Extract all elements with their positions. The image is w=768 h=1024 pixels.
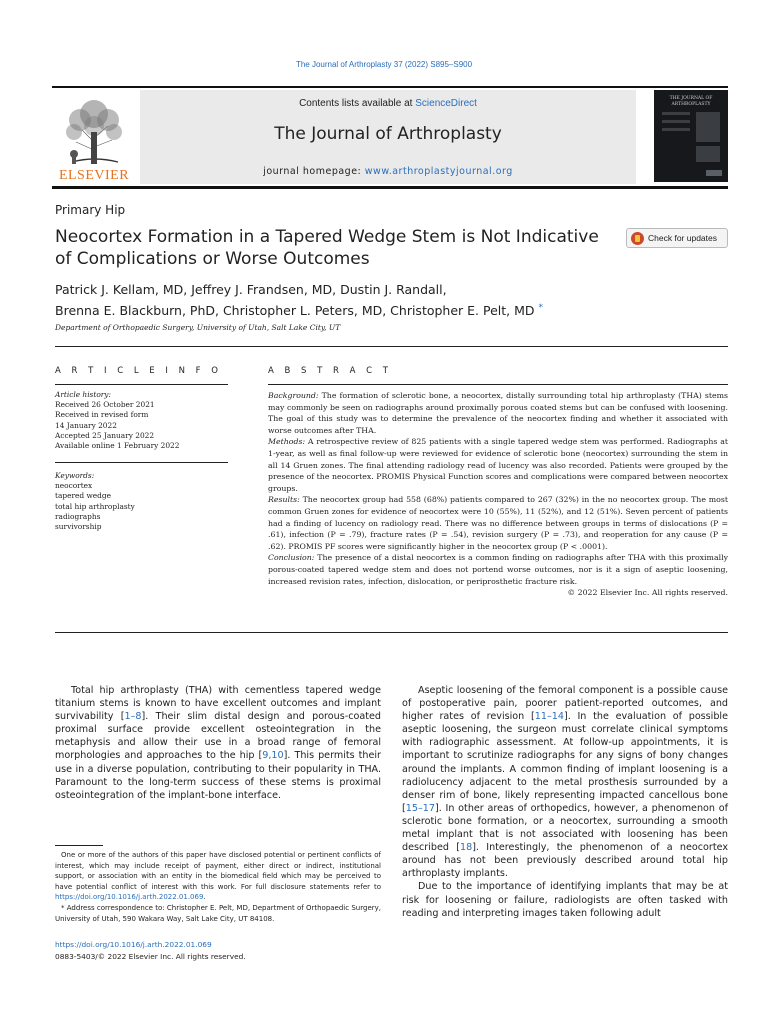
affiliation-rule	[55, 346, 728, 347]
journal-homepage-line	[140, 166, 636, 177]
body-column-right	[402, 684, 728, 920]
footnote-text: .	[203, 893, 206, 902]
cover-title: THE JOURNAL OF ARTHROPLASTY	[669, 96, 713, 107]
body-text: Aseptic loosening of the femoral component is a possible cause of postoperative pain, poorer patient-reported outcomes, and higher rates of revision [	[402, 685, 728, 723]
check-for-updates-label: Check for updates	[648, 233, 717, 243]
elsevier-tree-icon	[52, 92, 136, 168]
keyword: radiographs	[55, 511, 101, 521]
conflict-footnote	[55, 850, 381, 903]
author-list	[55, 281, 675, 320]
elsevier-logo[interactable]	[52, 92, 136, 184]
cover-image-block	[696, 146, 720, 162]
body-text: ]. In the evaluation of possible aseptic loosening, the surgeon must correlate clinical symptoms with radiographic assessment. At follow-up appointments, it is important to scrutinize radiographs for any signs of bony changes around the implants. A common finding of implant loosening is a radiolucency adjacent to the metal prosthesis surrounded by a denser rim of bone, likely representing impacted cancellous bone [	[402, 711, 729, 814]
results-text: The neocortex group had 558 (68%) patients compared to 267 (32%) in the no neocortex group. The most common Gruen zones for evidence of neocortex were 10 (55%), 11 (52%), and 12 (51%). Seven percent of patients had a finding of lucency on radiology read. There was no difference between groups in terms of dislocations (P = .61), infection (P = .79), fracture rates (P = .54), revision surgery (P = .73), and reoperation for any cause (P = .62). PROMIS PF scores were significantly higher in the neocortex group (P < .0001).	[268, 495, 728, 551]
homepage-prefix: journal homepage:	[263, 166, 365, 177]
history-item: Received 26 October 2021	[55, 400, 155, 410]
article-info-rule	[55, 384, 228, 385]
body-paragraph: Due to the importance of identifying implants that may be at risk for loosening or failure, radiologists are often tasked with reading and interpreting images taken following adult	[402, 881, 728, 919]
issn-copyright: 0883-5403/© 2022 Elsevier Inc. All rights reserved.	[55, 952, 246, 961]
check-for-updates-button[interactable]	[626, 228, 728, 248]
abstract-body	[268, 390, 728, 599]
article-history-label: Article history:	[55, 390, 111, 399]
reference-link[interactable]: 15–17	[405, 802, 435, 814]
journal-name: The Journal of Arthroplasty	[274, 124, 502, 144]
body-text: ]. This permits their use in a diverse population, contributing to their popularity in THA. Paramount to the long-term success of these stems is proximal osteointegration of the implant-bone interface.	[55, 750, 381, 801]
author-affiliation: Department of Orthopaedic Surgery, University of Utah, Salt Lake City, UT	[55, 323, 341, 332]
body-text: ]. In other areas of orthopedics, however, a phenomenon of sclerotic bone formation, or a neocortex, surrounding a smooth metal implant that is not associated with loosening has been described [	[402, 802, 728, 854]
article-info-heading: A R T I C L E I N F O	[55, 366, 222, 376]
history-item: Accepted 25 January 2022	[55, 430, 155, 440]
keywords-label: Keywords:	[55, 471, 95, 480]
body-text: Total hip arthroplasty (THA) with cementless tapered wedge titanium stems is known to have excellent outcomes and implant survivability [	[55, 685, 381, 723]
cover-logo-block	[706, 170, 722, 176]
cover-image-block	[696, 112, 720, 142]
footnote-text: One or more of the authors of this paper have disclosed potential or pertinent conflicts of interest, which may include receipt of payment, either direct or indirect, institutional support, or association with an entity in the biomedical field which may be perceived to have potential conflict of interest with this work. For full disclosure statements refer to	[55, 851, 381, 891]
cover-text-block	[662, 128, 690, 131]
journal-cover-thumbnail[interactable]	[654, 90, 728, 182]
corresponding-author-mark[interactable]: *	[538, 303, 544, 313]
methods-label: Methods:	[268, 437, 306, 447]
authors-line-2-text: Brenna E. Blackburn, PhD, Christopher L. Peters, MD, Christopher E. Pelt, MD	[55, 303, 535, 319]
reference-link[interactable]: 1–8	[124, 711, 142, 723]
authors-line-2	[55, 299, 675, 320]
header-top-rule	[52, 86, 728, 88]
elsevier-wordmark: ELSEVIER	[58, 168, 130, 183]
abstract-copyright: © 2022 Elsevier Inc. All rights reserved.	[567, 588, 728, 598]
abstract-bottom-rule	[55, 632, 728, 633]
contents-prefix: Contents lists available at	[299, 98, 416, 109]
article-title: Neocortex Formation in a Tapered Wedge Stem is Not Indicative of Complications or Worse Outcomes	[55, 227, 599, 269]
doi-link[interactable]: https://doi.org/10.1016/j.arth.2022.01.069	[55, 940, 212, 949]
body-text: ]. Interestingly, the phenomenon of a neocortex around has not been previously described around total hip arthroplasty implants.	[402, 842, 729, 880]
body-column-left	[55, 684, 381, 802]
footnote-rule	[55, 845, 103, 846]
cover-text-block	[662, 120, 690, 123]
abstract-conclusion	[268, 552, 728, 587]
history-item: Available online 1 February 2022	[55, 441, 180, 451]
results-label: Results:	[268, 495, 300, 505]
article-history	[55, 390, 230, 451]
sciencedirect-link[interactable]: ScienceDirect	[415, 98, 477, 109]
keyword: total hip arthroplasty	[55, 501, 135, 511]
methods-text: A retrospective review of 825 patients with a single tapered wedge stem was performed. Radiographs at 1-year, as well as final follow-up were reviewed for evidence of sclerotic bone (neocortex) surrounding the stem in all 14 Gruen zones. The final attending radiology read of lucency was also recorded. Patients were grouped by the presence of the neocortex. PROMIS Physical Function scores and complications were compared between neocortex groups.	[268, 437, 728, 493]
reference-link[interactable]: 11–14	[534, 711, 564, 723]
correspondence-footnote: * Address correspondence to: Christopher E. Pelt, MD, Department of Orthopaedic Surgery, University of Utah, 590 Wakara Way, Salt Lake City, UT 84108.	[55, 903, 381, 923]
authors-line-1: Patrick J. Kellam, MD, Jeffrey J. Frandsen, MD, Dustin J. Randall,	[55, 282, 447, 297]
article-section-label: Primary Hip	[55, 203, 126, 217]
contents-line	[140, 98, 636, 109]
reference-link[interactable]: 9,10	[262, 750, 284, 762]
disclosure-link[interactable]: https://doi.org/10.1016/j.arth.2022.01.069	[55, 893, 204, 902]
journal-masthead	[140, 90, 636, 184]
journal-homepage-link[interactable]: www.arthroplastyjournal.org	[364, 166, 513, 177]
keywords	[55, 471, 230, 532]
abstract-background	[268, 390, 728, 436]
reference-link[interactable]: 18	[459, 842, 473, 854]
keyword: neocortex	[55, 481, 93, 491]
footnotes	[55, 850, 381, 924]
journal-citation[interactable]: The Journal of Arthroplasty 37 (2022) S895–S900	[295, 60, 473, 69]
body-text: ]. Their slim distal design and porous-coated proximal surface provide excellent osteointegration in the metaphysis and allow their use in a broad range of femoral morphologies and approaches to the hip [	[55, 711, 381, 762]
body-paragraph	[55, 684, 381, 802]
keyword: tapered wedge	[55, 491, 112, 501]
keyword: survivorship	[55, 522, 102, 532]
crossmark-icon	[631, 232, 644, 245]
history-item: 14 January 2022	[55, 420, 117, 430]
abstract-results	[268, 494, 728, 552]
abstract-methods	[268, 436, 728, 494]
header-bottom-rule	[52, 186, 728, 189]
history-rule	[55, 462, 228, 463]
body-paragraph	[402, 684, 728, 880]
conclusion-text: The presence of a distal neocortex is a common finding on radiographs after THA with this proximally porous-coated tapered wedge stem and does not portend worse outcomes, nor is it a sign of aseptic loosening, increased revision rates, infection, dislocation, or periprosthetic fracture risk.	[268, 553, 728, 586]
conclusion-label: Conclusion:	[268, 553, 315, 563]
abstract-heading: A B S T R A C T	[268, 366, 392, 376]
history-item: Received in revised form	[55, 410, 149, 420]
abstract-rule	[268, 384, 728, 385]
background-label: Background:	[268, 391, 319, 400]
background-text: The formation of sclerotic bone, a neocortex, distally surrounding total hip arthroplasty (THA) stems may commonly be seen on radiographs around proximally porous coated stems but can be confused with loosening. The goal of this study was to determine the prevalence of the neocortex finding and whether it associated with worse outcomes after THA.	[268, 391, 728, 435]
cover-text-block	[662, 112, 690, 115]
